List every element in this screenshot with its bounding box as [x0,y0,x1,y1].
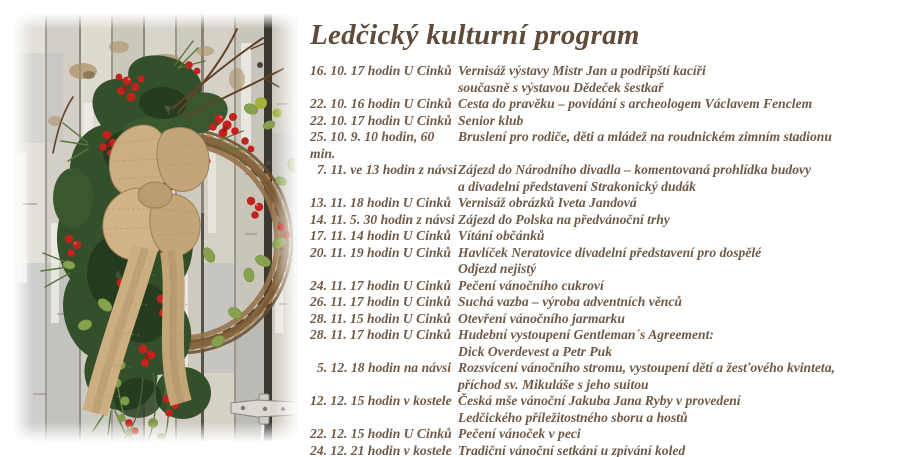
event-description [458,195,888,212]
event-line: Ledčického příležitostného sboru a hostů [458,409,688,425]
event-date: 12. 12. 15 hodin v kostele [310,393,452,408]
event-line: Otevření vánočního jarmarku [458,310,625,326]
event-date: 25. 10. 9. 10 hodin, 60 min. [310,129,435,161]
event-row [310,228,888,245]
event-line: Dick Overdevest a Petr Puk [458,343,613,359]
event-row [310,113,888,130]
event-line: a divadelní představení Strakonický dudák [458,178,696,194]
event-line: Tradiční vánoční setkání u zpívání koled [458,442,686,457]
event-row [310,212,888,229]
event-date: 22. 12. 15 hodin U Cinků [310,426,452,441]
event-line: Česká mše vánoční Jakuba Jana Ryby v provedení [458,393,741,408]
event-row [310,278,888,295]
event-description [458,129,888,146]
event-description [458,360,888,393]
event-date: 17. 11. 14 hodin U Cinků [310,228,451,243]
event-line: Pečení vánoček v peci [458,426,581,441]
event-description [458,393,888,426]
event-line: příchod sv. Mikuláše s jeho suitou [458,376,649,392]
event-date: 13. 11. 18 hodin U Cinků [310,195,451,210]
event-row [310,195,888,212]
event-description [458,443,888,457]
event-row [310,393,888,426]
event-description [458,113,888,130]
event-description [458,63,888,96]
event-row [310,129,888,162]
event-list [310,63,888,457]
wreath-photo-svg [13,13,298,442]
event-row [310,426,888,443]
event-row [310,162,888,195]
event-row [310,96,888,113]
event-row [310,63,888,96]
event-date: 28. 11. 15 hodin U Cinků [310,310,451,326]
page-title: Ledčický kulturní program [310,19,640,51]
event-description [458,426,888,443]
event-description [458,245,888,278]
event-description [458,327,888,360]
event-line: Cesta do pravěku – povídání s archeologem Václavem Fenclem [458,96,813,111]
event-date: 22. 10. 17 hodin U Cinků [310,112,452,128]
event-description [458,311,888,328]
event-row [310,443,888,457]
event-line: Havlíček Neratovice divadelní představení pro dospělé [458,244,762,260]
event-date: 5. 12. 18 hodin na návsi [317,360,452,375]
event-line: Hudební vystoupení Gentleman´s Agreement: [458,327,714,342]
event-line: Vernisáž obrázků Iveta Jandová [458,195,637,210]
event-row [310,327,888,360]
event-date: 14. 11. 5. 30 hodin z návsi [310,211,455,227]
event-date: 26. 11. 17 hodin U Cinků [310,294,451,309]
event-line: Zájezd do Polska na předvánoční trhy [458,211,670,227]
event-row [310,360,888,393]
event-row [310,245,888,278]
event-line: současně s výstavou Dědeček šestkař [458,79,664,95]
event-date: 22. 10. 16 hodin U Cinků [310,96,452,111]
program-content [310,19,888,457]
event-row [310,294,888,311]
event-description [458,294,888,311]
event-line: Zájezd do Národního divadla – komentovaná prohlídka budovy [458,162,812,177]
event-date: 28. 11. 17 hodin U Cinků [310,327,451,342]
event-date: 20. 11. 19 hodin U Cinků [310,244,451,260]
event-description [458,228,888,245]
event-line: Senior klub [458,112,524,128]
event-description [458,212,888,229]
event-line: Bruslení pro rodiče, děti a mládež na roudnickém zimním stadionu [458,129,832,144]
event-line: Odjezd nejistý [458,261,537,276]
event-date: 16. 10. 17 hodin U Cinků [310,63,452,78]
event-date: 7. 11. ve 13 hodin z návsi [317,162,457,177]
christmas-wreath-photo [13,13,298,442]
event-line: Rozsvícení vánočního stromu, vystoupení dětí a žesťového kvinteta, [458,360,835,375]
event-description [458,96,888,113]
event-line: Pečení vánočního cukroví [458,277,604,293]
event-line: Vernisáž výstavy Mistr Jan a podřipští kacíři [458,63,706,78]
event-description [458,278,888,295]
event-date: 24. 12. 21 hodin v kostele [310,442,452,457]
event-line: Vítání občánků [458,228,545,243]
event-description [458,162,888,195]
event-row [310,311,888,328]
event-date: 24. 11. 17 hodin U Cinků [310,277,451,293]
event-line: Suchá vazba – výroba adventních věnců [458,294,682,309]
